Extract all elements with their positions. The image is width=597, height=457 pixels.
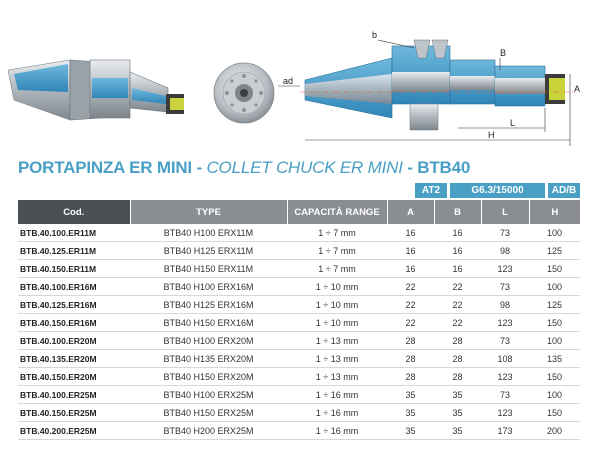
cell-code: BTB.40.150.ER16M — [18, 314, 130, 332]
isometric-view-icon — [8, 60, 184, 120]
cell-l: 73 — [481, 332, 529, 350]
col-header-range: CAPACITÀ RANGE — [287, 200, 387, 224]
cell-range: 1 ÷ 10 mm — [287, 314, 387, 332]
col-header-l: L — [481, 200, 529, 224]
cell-h: 100 — [529, 224, 580, 242]
cell-h: 100 — [529, 278, 580, 296]
cell-a: 35 — [387, 386, 434, 404]
cell-type: BTB40 H100 ERX20M — [130, 332, 287, 350]
cell-range: 1 ÷ 16 mm — [287, 386, 387, 404]
cell-code: BTB.40.125.ER11M — [18, 242, 130, 260]
table-row — [18, 242, 580, 260]
cell-b: 22 — [434, 278, 481, 296]
cell-code: BTB.40.100.ER16M — [18, 278, 130, 296]
cell-code: BTB.40.100.ER20M — [18, 332, 130, 350]
cell-type: BTB40 H150 ERX20M — [130, 368, 287, 386]
col-header-code: Cod. — [18, 200, 130, 224]
table-row — [18, 332, 580, 350]
cell-b: 22 — [434, 296, 481, 314]
cell-a: 22 — [387, 314, 434, 332]
title-code: BTB40 — [417, 158, 471, 177]
cell-l: 123 — [481, 314, 529, 332]
table-row — [18, 278, 580, 296]
cell-code: BTB.40.150.ER20M — [18, 368, 130, 386]
cell-range: 1 ÷ 16 mm — [287, 404, 387, 422]
technical-drawings — [0, 0, 597, 150]
cell-h: 150 — [529, 404, 580, 422]
cell-l: 173 — [481, 422, 529, 440]
title-separator: - — [191, 158, 207, 177]
cell-code: BTB.40.150.ER25M — [18, 404, 130, 422]
cell-h: 125 — [529, 242, 580, 260]
badge-ad-b: AD/B — [548, 183, 580, 198]
table-row — [18, 350, 580, 368]
col-header-a: A — [387, 200, 434, 224]
dim-label-A: A — [574, 84, 581, 94]
dim-label-L: L — [510, 118, 516, 128]
cell-range: 1 ÷ 7 mm — [287, 224, 387, 242]
dim-label-b: b — [372, 30, 378, 40]
cell-h: 100 — [529, 386, 580, 404]
title-italian: PORTAPINZA ER MINI — [18, 158, 192, 177]
section-view-icon — [300, 40, 575, 130]
cell-range: 1 ÷ 10 mm — [287, 278, 387, 296]
table-row — [18, 260, 580, 278]
cell-h: 125 — [529, 296, 580, 314]
cell-type: BTB40 H135 ERX20M — [130, 350, 287, 368]
dim-label-H: H — [488, 130, 495, 140]
front-face-view-icon — [214, 63, 274, 123]
cell-a: 16 — [387, 260, 434, 278]
cell-code: BTB.40.150.ER11M — [18, 260, 130, 278]
cell-a: 22 — [387, 278, 434, 296]
cell-l: 73 — [481, 224, 529, 242]
cell-code: BTB.40.100.ER11M — [18, 224, 130, 242]
title-english: COLLET CHUCK ER MINI — [206, 158, 403, 177]
cell-range: 1 ÷ 16 mm — [287, 422, 387, 440]
cell-l: 108 — [481, 350, 529, 368]
cell-type: BTB40 H100 ERX11M — [130, 224, 287, 242]
cell-a: 22 — [387, 296, 434, 314]
product-table — [18, 200, 580, 440]
cell-type: BTB40 H100 ERX25M — [130, 386, 287, 404]
cell-range: 1 ÷ 13 mm — [287, 368, 387, 386]
cell-b: 35 — [434, 386, 481, 404]
badge-balance-grade: G6.3/15000 — [450, 183, 545, 198]
cell-h: 150 — [529, 368, 580, 386]
cell-l: 123 — [481, 404, 529, 422]
cell-code: BTB.40.100.ER25M — [18, 386, 130, 404]
cell-code: BTB.40.200.ER25M — [18, 422, 130, 440]
cell-a: 28 — [387, 350, 434, 368]
cell-h: 135 — [529, 350, 580, 368]
dim-label-B: B — [500, 48, 507, 58]
cell-b: 35 — [434, 422, 481, 440]
cell-range: 1 ÷ 13 mm — [287, 350, 387, 368]
dim-label-ad: ad — [283, 76, 294, 86]
cell-range: 1 ÷ 13 mm — [287, 332, 387, 350]
table-header-row — [18, 200, 580, 224]
cell-type: BTB40 H150 ERX11M — [130, 260, 287, 278]
cell-b: 16 — [434, 242, 481, 260]
cell-l: 98 — [481, 296, 529, 314]
cell-code: BTB.40.135.ER20M — [18, 350, 130, 368]
title-separator: - — [402, 158, 418, 177]
cell-b: 16 — [434, 260, 481, 278]
cell-a: 35 — [387, 422, 434, 440]
table-row — [18, 404, 580, 422]
cell-type: BTB40 H200 ERX25M — [130, 422, 287, 440]
cell-a: 35 — [387, 404, 434, 422]
cell-l: 98 — [481, 242, 529, 260]
cell-type: BTB40 H100 ERX16M — [130, 278, 287, 296]
table-row — [18, 314, 580, 332]
col-header-type: TYPE — [130, 200, 287, 224]
cell-h: 150 — [529, 260, 580, 278]
table-row — [18, 224, 580, 242]
cell-type: BTB40 H150 ERX25M — [130, 404, 287, 422]
cell-a: 16 — [387, 224, 434, 242]
cell-l: 73 — [481, 278, 529, 296]
cell-l: 123 — [481, 260, 529, 278]
cell-code: BTB.40.125.ER16M — [18, 296, 130, 314]
cell-l: 73 — [481, 386, 529, 404]
cell-b: 28 — [434, 368, 481, 386]
page-title — [18, 158, 470, 178]
table-row — [18, 296, 580, 314]
cell-type: BTB40 H150 ERX16M — [130, 314, 287, 332]
cell-a: 28 — [387, 332, 434, 350]
cell-range: 1 ÷ 10 mm — [287, 296, 387, 314]
cell-l: 123 — [481, 368, 529, 386]
col-header-b: B — [434, 200, 481, 224]
cell-h: 150 — [529, 314, 580, 332]
col-header-h: H — [529, 200, 580, 224]
cell-b: 28 — [434, 350, 481, 368]
cell-h: 100 — [529, 332, 580, 350]
cell-range: 1 ÷ 7 mm — [287, 260, 387, 278]
cell-h: 200 — [529, 422, 580, 440]
table-row — [18, 386, 580, 404]
spec-badges — [0, 183, 597, 199]
cell-a: 28 — [387, 368, 434, 386]
cell-a: 16 — [387, 242, 434, 260]
table-row — [18, 422, 580, 440]
cell-b: 28 — [434, 332, 481, 350]
cell-b: 22 — [434, 314, 481, 332]
cell-b: 35 — [434, 404, 481, 422]
table-row — [18, 368, 580, 386]
cell-range: 1 ÷ 7 mm — [287, 242, 387, 260]
badge-at2: AT2 — [415, 183, 447, 198]
cell-b: 16 — [434, 224, 481, 242]
cell-type: BTB40 H125 ERX11M — [130, 242, 287, 260]
cell-type: BTB40 H125 ERX16M — [130, 296, 287, 314]
